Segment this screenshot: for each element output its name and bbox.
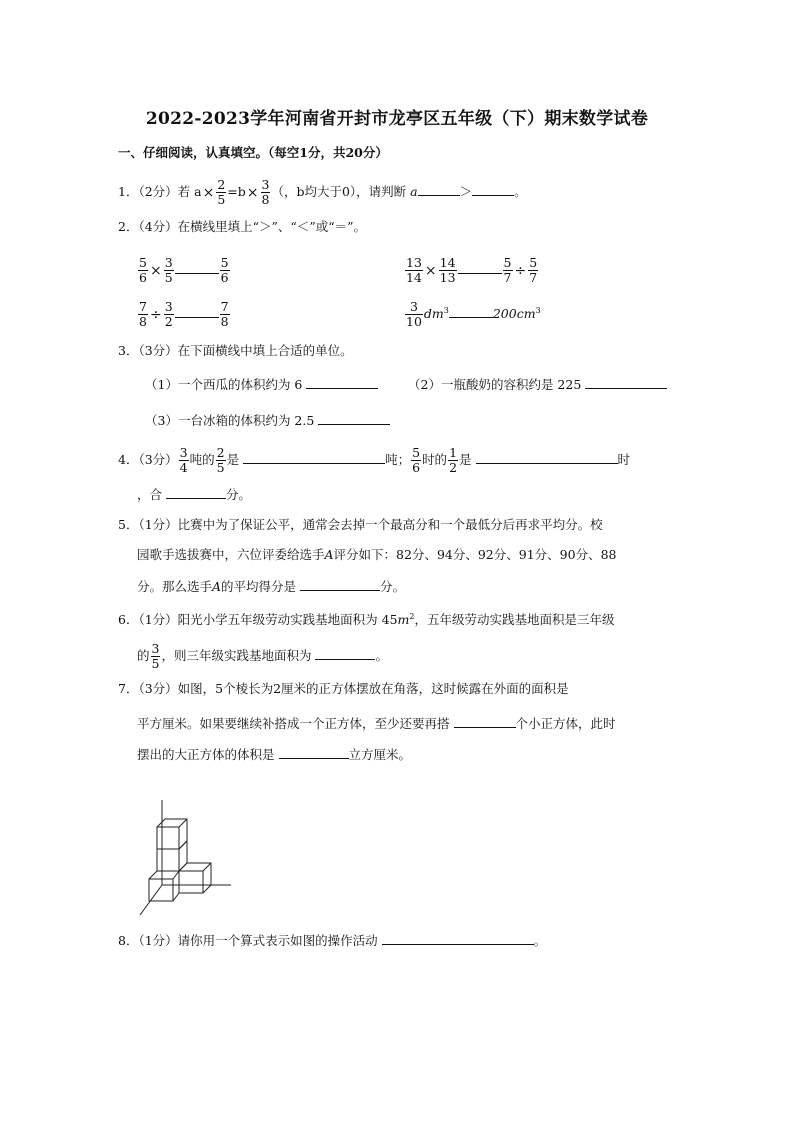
fraction: $\frac{2}{5}$ [217,177,226,207]
question-2: 2．（4分）在横线里填上“＞”、“＜”或“＝”。 [118,219,366,234]
page-title: 2022-2023学年河南省开封市龙亭区五年级（下）期末数学试卷 [145,109,649,129]
question-7-line3: 摆出的大正方体的体积是 立方厘米。 [137,744,411,764]
q3-part-1: （1）一个西瓜的体积约为 6 [145,374,378,394]
compare-row-2a: $\frac{7}{8}$ ÷ $\frac{3}{2}$ $\frac{7}{8}$ [139,299,229,329]
answer-blank[interactable] [279,744,349,759]
answer-blank[interactable] [300,576,380,591]
question-5-line3: 分。那么选手A的平均得分是 分。 [137,576,405,596]
answer-blank[interactable] [315,645,375,660]
q3-part-3: （3）一台冰箱的体积约为 2.5 [145,410,390,430]
answer-blank[interactable] [382,930,534,945]
answer-blank[interactable] [318,410,390,425]
question-6-line2: 的 $\frac{3}{5}$ ，则三年级实践基地面积为 。 [137,641,388,671]
question-1: 1．（2分）若 a× $\frac{2}{5}$ =b× $\frac{3}{8}$ （，b均大于0），请判断 a ＞ 。 [118,177,527,207]
answer-blank[interactable] [306,374,378,389]
question-4-cont: ，合 分。 [137,484,251,504]
question-5: 5．（1分）比赛中为了保证公平，通常会去掉一个最高分和一个最低分后再求平均分。校 [118,517,603,532]
answer-blank[interactable] [175,303,219,318]
question-5-line2: 园歌手选拔赛中，六位评委给选手A评分如下：82分、94分、92分、91分、90分、88 [137,547,617,562]
answer-blank[interactable] [476,449,618,464]
answer-blank[interactable] [418,181,460,196]
answer-blank[interactable] [472,181,514,196]
q3-part-2: （2）一瓶酸奶的容积约是 225 [408,374,667,394]
answer-blank[interactable] [449,303,493,318]
answer-blank[interactable] [585,374,667,389]
question-4: 4．（3分） $\frac{3}{4}$ 吨的 $\frac{2}{5}$ 是 吨； $\frac{5}{6}$ 时的 $\frac{1}{2}$ 是 时 [118,445,631,475]
question-7: 7．（3分）如图，5个棱长为2厘米的正方体摆放在角落，这时候露在外面的面积是 [118,681,569,696]
compare-row-1a: $\frac{5}{6}$ × $\frac{3}{5}$ $\frac{5}{6}$ [139,255,229,285]
answer-blank[interactable] [166,484,226,499]
question-8: 8．（1分）请你用一个算式表示如图的操作活动 。 [118,930,546,950]
compare-row-1b: $\frac{13}{14}$ × $\frac{14}{13}$ $\frac{5}{7}$ ÷ $\frac{5}{7}$ [406,255,538,285]
cubes-figure [135,795,245,920]
question-3: 3．（3分）在下面横线中填上合适的单位。 [118,343,353,358]
compare-row-2b: $\frac{3}{10}$ $dm^3$ $200cm^3$ [406,299,541,329]
answer-blank[interactable] [454,713,516,728]
answer-blank[interactable] [175,259,219,274]
question-7-line2: 平方厘米。如果要继续补搭成一个正方体，至少还要再搭 个小正方体，此时 [137,713,616,733]
answer-blank[interactable] [243,449,385,464]
question-6: 6．（1分）阳光小学五年级劳动实践基地面积为 $45m^2$，五年级劳动实践基地面积是三年级 [118,612,615,628]
section-heading: 一、仔细阅读，认真填空。（每空1分，共20分） [118,145,388,160]
fraction: $\frac{3}{8}$ [261,177,270,207]
answer-blank[interactable] [458,259,502,274]
